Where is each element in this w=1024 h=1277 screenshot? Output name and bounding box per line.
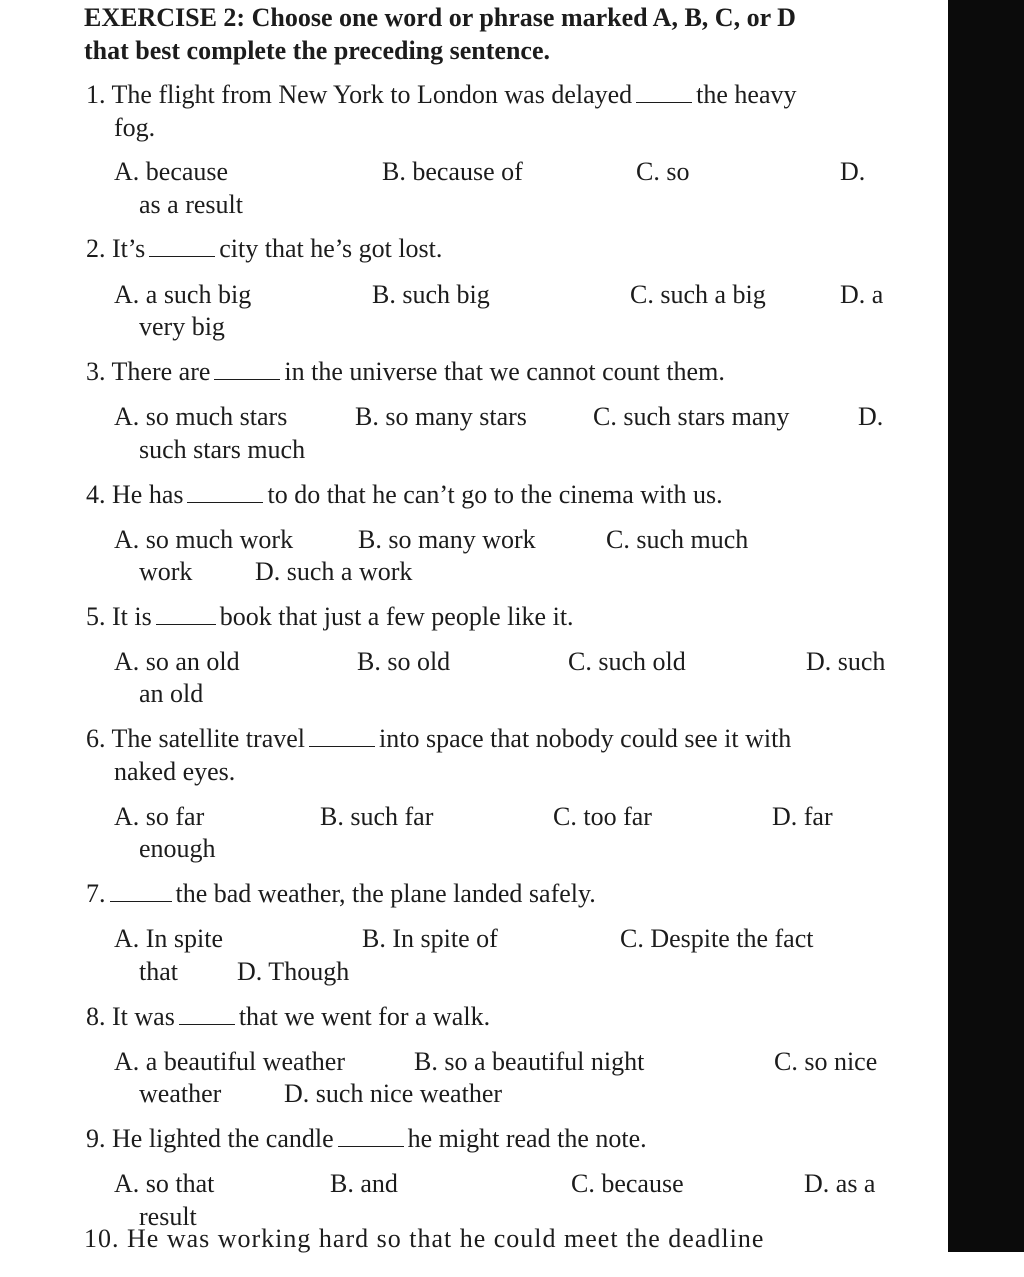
question-1-option-d-cont: as a result	[139, 190, 243, 219]
question-6-option-c: C. too far	[553, 802, 652, 831]
answer-blank	[214, 355, 280, 380]
question-9-option-d-cont: result	[139, 1202, 197, 1231]
question-4-option-d: D. such a work	[255, 557, 413, 586]
question-2-stem: 2. It’s city that he’s got lost.	[86, 234, 443, 263]
question-4-option-a: A. so much work	[114, 525, 294, 554]
question-3-option-d-cont: such stars much	[139, 435, 306, 464]
question-2-option-d-cont: very big	[139, 312, 225, 341]
question-3-option-c: C. such stars many	[593, 402, 790, 431]
question-7-option-b: B. In spite of	[362, 924, 498, 953]
question-6-option-d: D. far	[772, 802, 833, 831]
question-4-option-c-cont: work	[139, 557, 193, 586]
exercise-title-line-2: that best complete the preceding sentence.	[84, 36, 550, 65]
question-1-option-d: D.	[840, 157, 866, 186]
question-6-option-a: A. so far	[114, 802, 205, 831]
question-6-stem-cont: naked eyes.	[114, 757, 236, 786]
question-5-stem: 5. It is book that just a few people like it.	[86, 602, 574, 631]
question-1-option-b: B. because of	[382, 157, 523, 186]
answer-blank	[110, 877, 172, 902]
question-9-option-c: C. because	[571, 1169, 684, 1198]
question-2-option-d: D. a	[840, 280, 884, 309]
question-8-stem: 8. It was that we went for a walk.	[86, 1002, 491, 1031]
question-4-option-c: C. such much	[606, 525, 749, 554]
question-9-option-a: A. so that	[114, 1169, 215, 1198]
question-3-option-b: B. so many stars	[355, 402, 527, 431]
answer-blank	[187, 478, 263, 503]
question-8-option-c-cont: weather	[139, 1079, 222, 1108]
question-1-option-c: C. so	[636, 157, 690, 186]
cut-off-question-10: 10. He was working hard so that he could meet the deadline	[84, 1224, 765, 1253]
answer-blank	[338, 1122, 404, 1147]
question-2-option-b: B. such big	[372, 280, 490, 309]
question-7-option-c: C. Despite the fact	[620, 924, 814, 953]
question-6-stem: 6. The satellite travel into space that nobody could see it with	[86, 724, 792, 753]
question-2-option-c: C. such a big	[630, 280, 766, 309]
question-5-option-c: C. such old	[568, 647, 686, 676]
question-8-option-d: D. such nice weather	[284, 1079, 503, 1108]
question-9-option-b: B. and	[330, 1169, 398, 1198]
question-8-option-a: A. a beautiful weather	[114, 1047, 346, 1076]
question-1-option-a: A. because	[114, 157, 229, 186]
question-5-option-d: D. such	[806, 647, 886, 676]
question-9-stem: 9. He lighted the candle he might read the note.	[86, 1124, 647, 1153]
question-3-stem: 3. There are in the universe that we cannot count them.	[86, 357, 725, 386]
question-9-option-d: D. as a	[804, 1169, 876, 1198]
question-3-option-d: D.	[858, 402, 884, 431]
question-7-option-a: A. In spite	[114, 924, 224, 953]
right-black-margin	[948, 0, 1024, 1252]
answer-blank	[309, 722, 375, 747]
question-8-option-b: B. so a beautiful night	[414, 1047, 645, 1076]
question-5-option-b: B. so old	[357, 647, 451, 676]
answer-blank	[149, 232, 215, 257]
question-8-option-c: C. so nice	[774, 1047, 878, 1076]
question-6-option-d-cont: enough	[139, 834, 216, 863]
question-1-stem-cont: fog.	[114, 113, 156, 142]
question-2-option-a: A. a such big	[114, 280, 252, 309]
question-7-option-c-cont: that	[139, 957, 178, 986]
exercise-heading	[84, 1, 944, 67]
answer-blank	[156, 600, 216, 625]
answer-blank	[179, 1000, 235, 1025]
question-7-stem: 7. the bad weather, the plane landed safely.	[86, 879, 596, 908]
exercise-title-line-1: EXERCISE 2: Choose one word or phrase marked A, B, C, or D	[84, 3, 796, 32]
question-7-option-d: D. Though	[237, 957, 350, 986]
question-4-option-b: B. so many work	[358, 525, 536, 554]
question-6-option-b: B. such far	[320, 802, 434, 831]
question-1-stem: 1. The flight from New York to London was delayed the heavy	[86, 80, 797, 109]
question-3-option-a: A. so much stars	[114, 402, 288, 431]
question-4-stem: 4. He has to do that he can’t go to the cinema with us.	[86, 480, 723, 509]
answer-blank	[636, 78, 692, 103]
question-5-option-d-cont: an old	[139, 679, 204, 708]
question-5-option-a: A. so an old	[114, 647, 240, 676]
